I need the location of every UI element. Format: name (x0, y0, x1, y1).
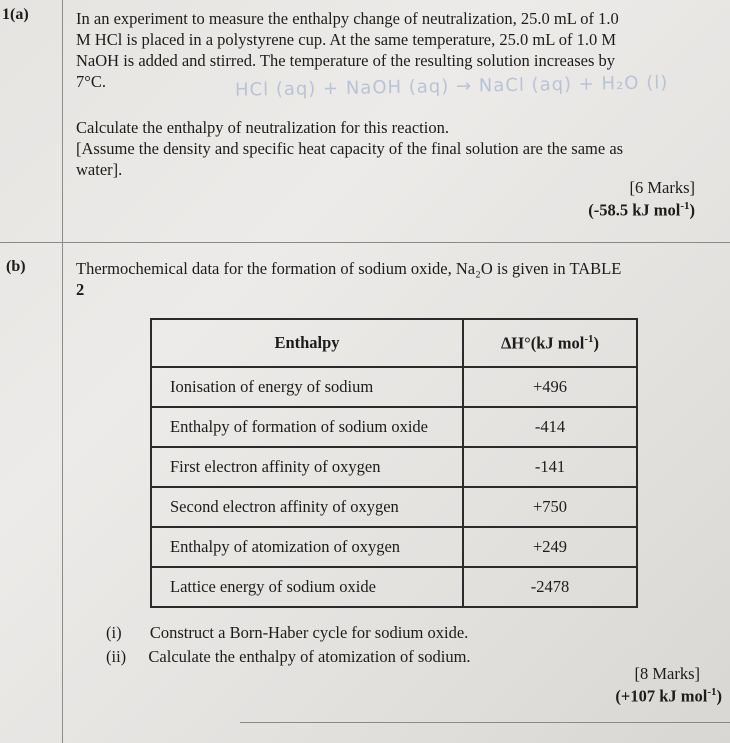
margin-line (62, 0, 63, 743)
row-name: Ionisation of energy of sodium (151, 367, 463, 407)
q1a-line: In an experiment to measure the enthalpy change of neutralization, 25.0 mL of 1.0 (76, 9, 619, 28)
row-value: +496 (463, 367, 637, 407)
part-i-label: (i) (106, 623, 122, 642)
thermochemical-table (150, 318, 638, 608)
row-name: Lattice energy of sodium oxide (151, 567, 463, 607)
header-delta-h: ΔH°(kJ mol$^{-1}$) (463, 319, 637, 367)
row-value: +750 (463, 487, 637, 527)
table-row (151, 447, 637, 487)
row-name: Enthalpy of formation of sodium oxide (151, 407, 463, 447)
question-1b-intro (76, 258, 721, 300)
row-name: First electron affinity of oxygen (151, 447, 463, 487)
row-name: Second electron affinity of oxygen (151, 487, 463, 527)
answer-1a: (-58.5 kJ mol$^{-1}$) (588, 200, 695, 220)
part-i (106, 622, 468, 643)
handwritten-equation: HCl (aq) + NaOH (aq) → NaCl (aq) + H₂O (l) (234, 72, 669, 101)
intro-line: 2 (76, 280, 85, 299)
answer-1b: (+107 kJ mol$^{-1}$) (615, 686, 722, 706)
table-row (151, 367, 637, 407)
question-1a-instructions (76, 117, 721, 180)
part-ii-text: Calculate the enthalpy of atomization of sodium. (148, 647, 471, 666)
section-divider (0, 242, 730, 243)
table-row (151, 527, 637, 567)
assume-line: [Assume the density and specific heat capacity of the final solution are the same as (76, 139, 624, 158)
row-value: -2478 (463, 567, 637, 607)
marks-1b: [8 Marks] (634, 664, 700, 683)
row-name: Enthalpy of atomization of oxygen (151, 527, 463, 567)
q1a-line: NaOH is added and stirred. The temperature of the resulting solution increases by (76, 51, 615, 70)
question-number-1a: 1(a) (2, 6, 29, 23)
header-enthalpy: Enthalpy (151, 319, 463, 367)
part-ii-label: (ii) (106, 647, 127, 666)
table-row (151, 487, 637, 527)
row-value: -414 (463, 407, 637, 447)
marks-1a: [6 Marks] (629, 178, 695, 197)
q1a-line: 7°C. (76, 72, 106, 91)
calculate-line: Calculate the enthalpy of neutralization for this reaction. (76, 118, 449, 137)
table-header-row (151, 319, 637, 367)
table-row (151, 407, 637, 447)
q1a-line: M HCl is placed in a polystyrene cup. At the same temperature, 25.0 mL of 1.0 M (76, 30, 617, 49)
table-row (151, 567, 637, 607)
bottom-line (240, 722, 730, 723)
part-ii (106, 646, 471, 667)
part-i-text: Construct a Born-Haber cycle for sodium oxide. (149, 623, 469, 642)
row-value: -141 (463, 447, 637, 487)
question-number-1b: (b) (6, 258, 26, 275)
row-value: +249 (463, 527, 637, 567)
assume-line: water]. (76, 160, 123, 179)
intro-line: Thermochemical data for the formation of sodium oxide, Na₂O is given in TABLE (76, 259, 622, 278)
